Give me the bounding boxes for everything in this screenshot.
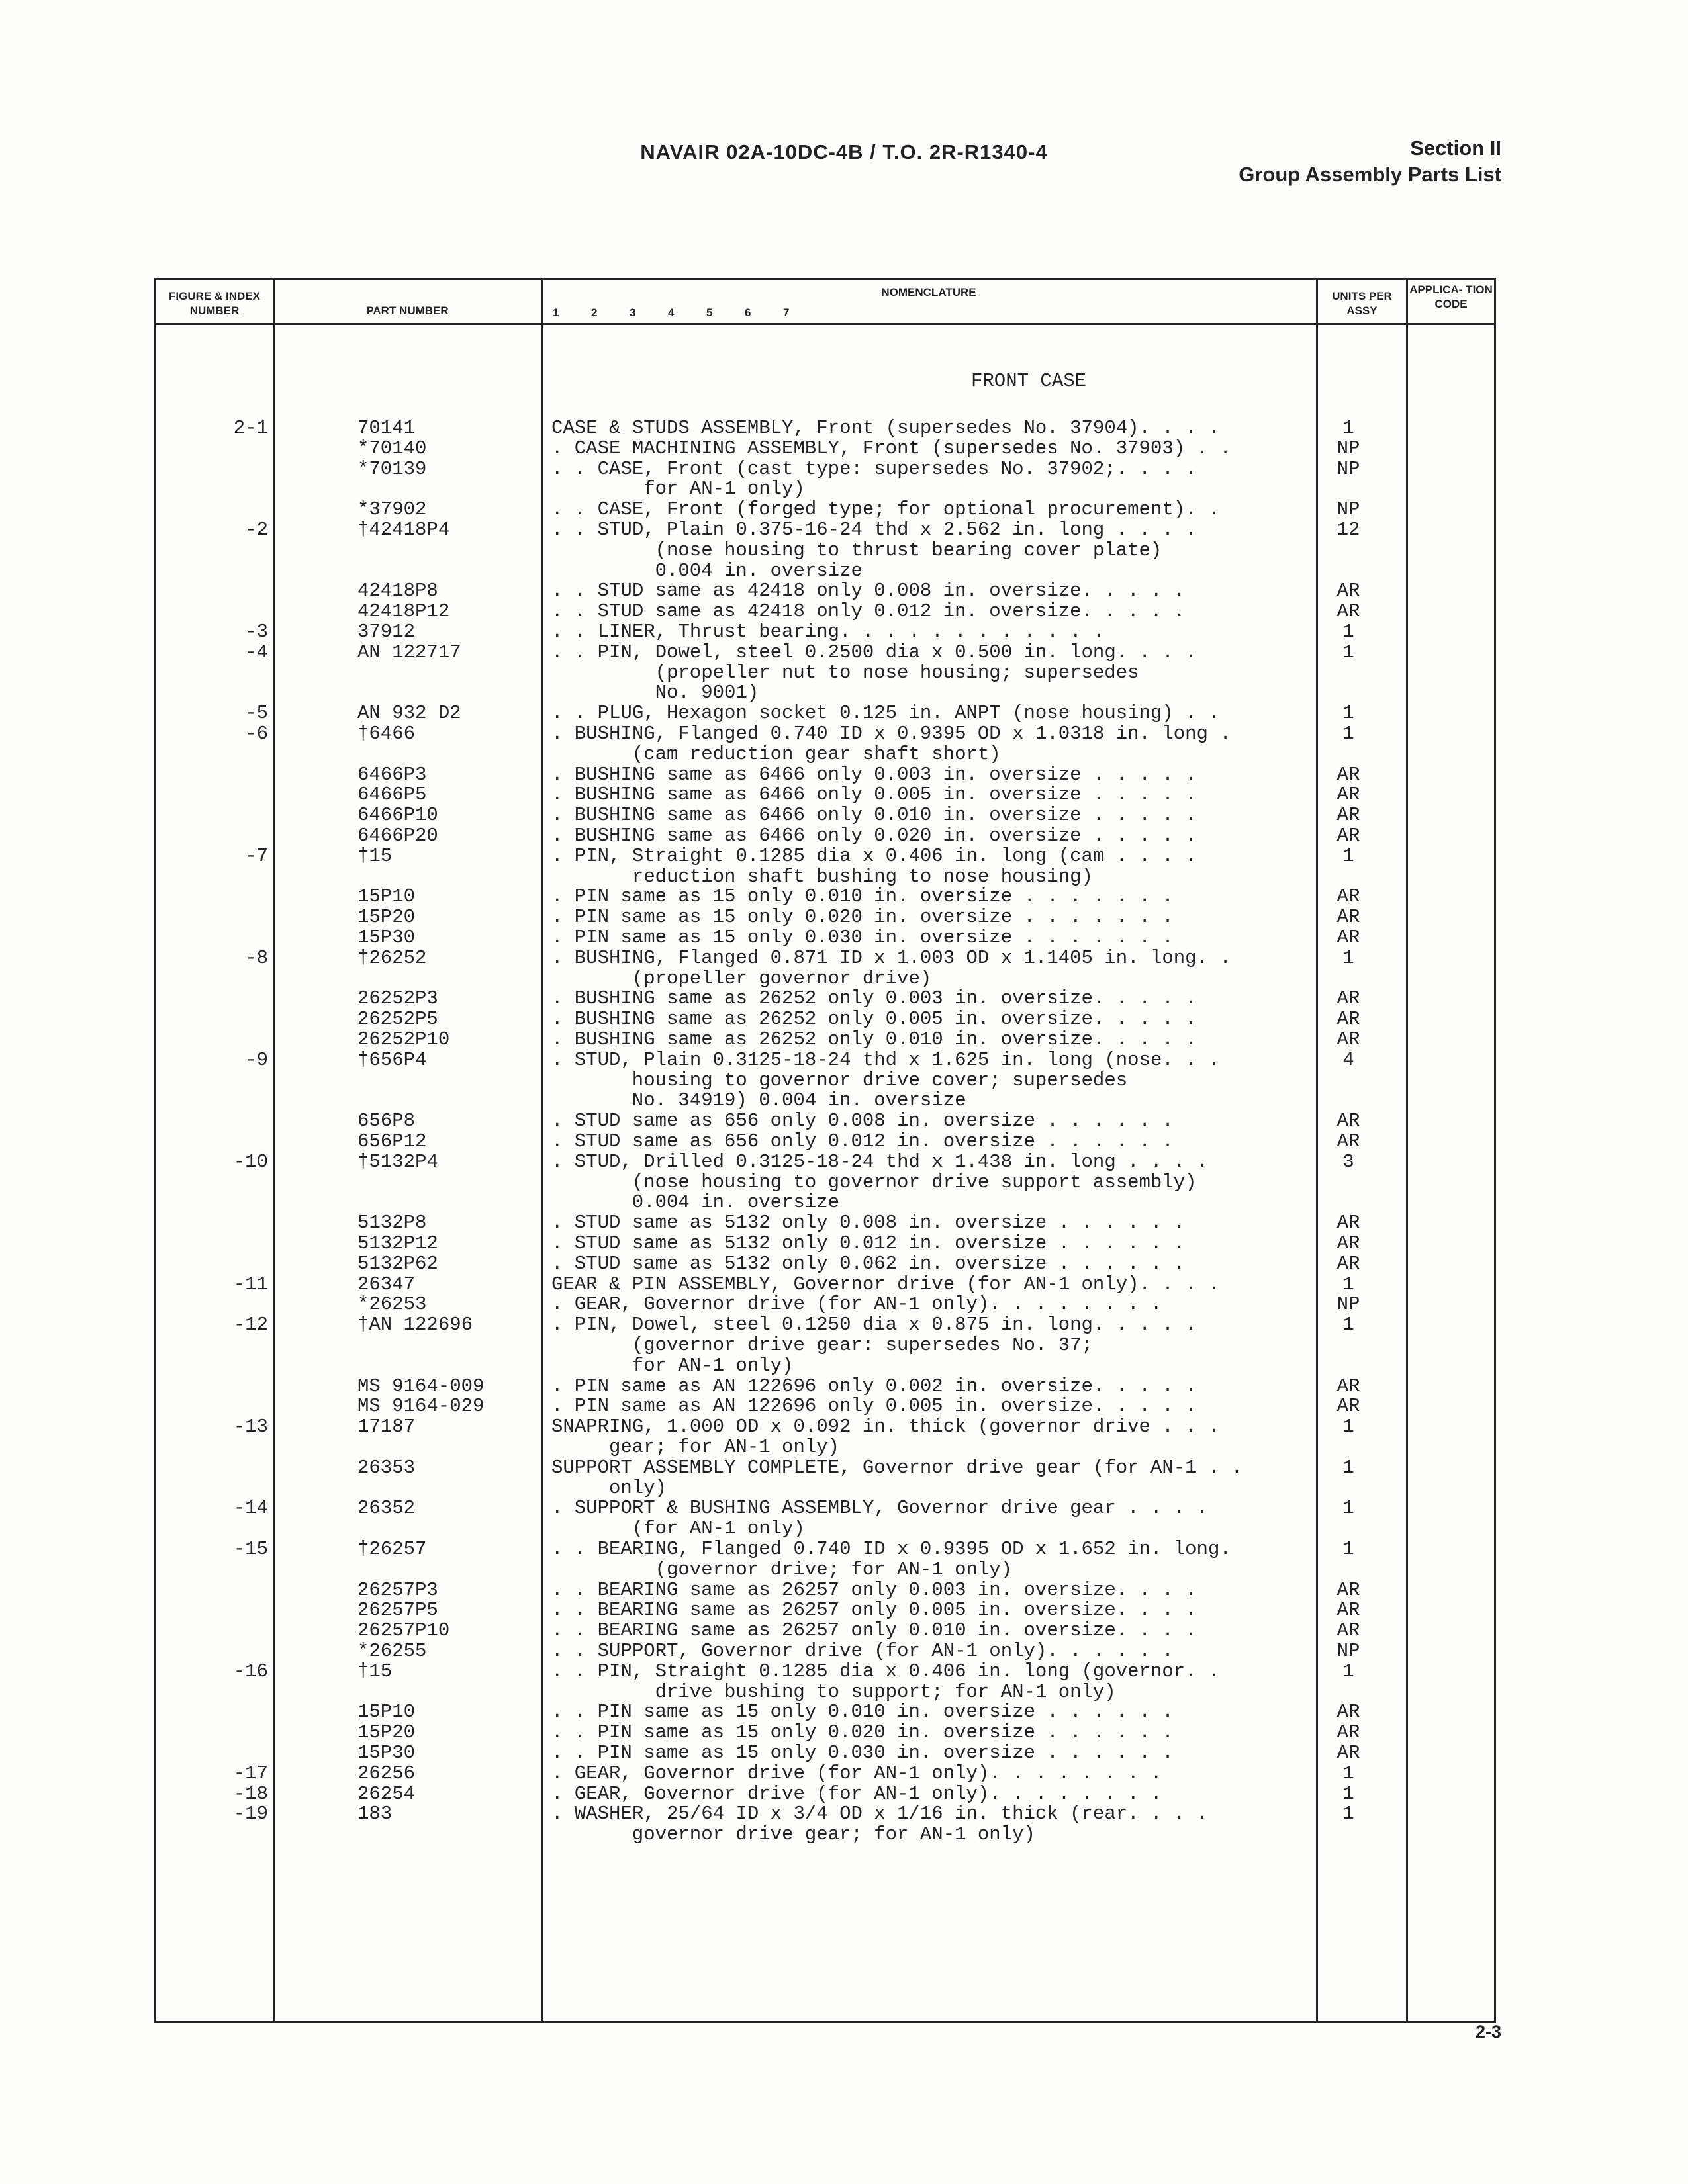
section-label: Section II (1410, 136, 1501, 159)
part-number: 26257P3 (357, 1578, 438, 1601)
part-number: *70140 (357, 437, 427, 459)
nomenclature: . PIN, Dowel, steel 0.1250 dia x 0.875 in. long. . . . . (551, 1314, 1197, 1336)
indent-level-number: 1 (553, 306, 559, 319)
part-number: 656P8 (357, 1110, 416, 1132)
figure-index: -11 (233, 1273, 268, 1295)
parts-list-table (154, 278, 1496, 2023)
part-number: †42418P4 (357, 519, 450, 541)
nomenclature: drive bushing to support; for AN-1 only) (655, 1680, 1116, 1703)
units-per-assy: AR (1336, 1742, 1360, 1764)
part-number: 37912 (357, 621, 416, 643)
table-row (156, 561, 1498, 581)
nomenclature: . . BEARING, Flanged 0.740 ID x 0.9395 OD x 1.652 in. long. (551, 1538, 1231, 1560)
units-per-assy: 1 (1342, 1538, 1354, 1560)
nomenclature: for AN-1 only) (632, 1354, 794, 1377)
table-row (156, 499, 1498, 520)
nomenclature: . STUD, Drilled 0.3125-18-24 thd x 1.438 in. long . . . . (551, 1150, 1208, 1173)
nomenclature: for AN-1 only) (643, 478, 805, 500)
table-row (156, 1090, 1498, 1111)
part-number: †6466 (357, 723, 416, 745)
part-number: 6466P3 (357, 763, 427, 786)
nomenclature: . . BEARING same as 26257 only 0.005 in. oversize. . . . (551, 1599, 1197, 1621)
table-row (156, 459, 1498, 479)
table-row (156, 703, 1498, 723)
units-per-assy: AR (1336, 600, 1360, 623)
figure-index: -14 (233, 1497, 268, 1520)
part-number: MS 9164-009 (357, 1375, 485, 1397)
figure-index: -5 (245, 702, 268, 725)
nomenclature: only) (609, 1477, 667, 1499)
section-title: FRONT CASE (971, 370, 1087, 392)
units-per-assy: 1 (1342, 621, 1354, 643)
table-row (156, 866, 1498, 887)
units-per-assy: AR (1336, 580, 1360, 602)
table-row (156, 1580, 1498, 1600)
table-row (156, 1212, 1498, 1233)
units-per-assy: 1 (1342, 417, 1354, 439)
figure-index: -9 (245, 1048, 268, 1071)
units-per-assy: AR (1336, 1008, 1360, 1030)
nomenclature: . STUD same as 5132 only 0.012 in. oversize . . . . . . (551, 1232, 1186, 1254)
figure-index: -2 (245, 519, 268, 541)
table-row (156, 764, 1498, 785)
part-number: AN 122717 (357, 641, 461, 663)
table-row (156, 478, 1498, 499)
units-per-assy: AR (1336, 1578, 1360, 1601)
indent-level-number: 5 (706, 306, 713, 319)
nomenclature: CASE & STUDS ASSEMBLY, Front (supersedes No. 37904). . . . (551, 417, 1220, 439)
figure-index: -4 (245, 641, 268, 663)
table-row (156, 846, 1498, 866)
units-per-assy: 1 (1342, 844, 1354, 867)
part-number: 26252P3 (357, 987, 438, 1010)
table-row (156, 1722, 1498, 1743)
nomenclature: . . PLUG, Hexagon socket 0.125 in. ANPT (nose housing) . . (551, 702, 1220, 725)
indent-level-number: 6 (745, 306, 751, 319)
units-per-assy: AR (1336, 1375, 1360, 1397)
table-row (156, 1784, 1498, 1804)
nomenclature: . BUSHING same as 6466 only 0.003 in. oversize . . . . . (551, 763, 1197, 786)
table-row (156, 1600, 1498, 1620)
figure-index: -16 (233, 1660, 268, 1682)
table-row (156, 1376, 1498, 1396)
part-number: 15P10 (357, 1701, 416, 1723)
nomenclature: . . STUD, Plain 0.375-16-24 thd x 2.562 in. long . . . . (551, 519, 1197, 541)
units-per-assy: 1 (1342, 702, 1354, 725)
part-number: 6466P20 (357, 825, 438, 846)
units-per-assy: AR (1336, 886, 1360, 908)
units-per-assy: AR (1336, 906, 1360, 929)
indent-level-number: 2 (591, 306, 598, 319)
nomenclature: GEAR & PIN ASSEMBLY, Governor drive (for AN-1 only). . . . (551, 1273, 1220, 1295)
nomenclature: . . CASE, Front (forged type; for optional procurement). . (551, 498, 1220, 521)
units-per-assy: 1 (1342, 1416, 1354, 1438)
table-row (156, 1314, 1498, 1335)
units-per-assy: NP (1336, 1640, 1360, 1662)
table-row (156, 520, 1498, 540)
part-number: 42418P12 (357, 600, 450, 623)
table-row (156, 662, 1498, 683)
table-row (156, 1661, 1498, 1682)
part-number: 17187 (357, 1416, 416, 1438)
units-per-assy: AR (1336, 804, 1360, 827)
nomenclature: . BUSHING same as 6466 only 0.005 in. oversize . . . . . (551, 784, 1197, 806)
indent-level-number: 3 (630, 306, 636, 319)
table-row (156, 1498, 1498, 1518)
nomenclature: . . SUPPORT, Governor drive (for AN-1 only). . . . . . (551, 1640, 1174, 1662)
nomenclature: . BUSHING same as 26252 only 0.010 in. oversize. . . . . (551, 1028, 1197, 1050)
table-row (156, 1559, 1498, 1580)
part-number: 5132P12 (357, 1232, 438, 1254)
units-per-assy: 1 (1342, 1660, 1354, 1682)
units-per-assy: AR (1336, 987, 1360, 1010)
units-per-assy: AR (1336, 1599, 1360, 1621)
table-row (156, 1682, 1498, 1702)
table-row (156, 1192, 1498, 1212)
figure-index: 2-1 (233, 417, 268, 439)
nomenclature: . . PIN same as 15 only 0.030 in. oversize . . . . . . (551, 1742, 1174, 1764)
part-number: †AN 122696 (357, 1314, 473, 1336)
nomenclature: . . STUD same as 42418 only 0.008 in. oversize. . . . . (551, 580, 1186, 602)
part-number: 5132P8 (357, 1212, 427, 1234)
nomenclature: housing to governor drive cover; supersedes (632, 1069, 1128, 1091)
nomenclature: reduction shaft bushing to nose housing) (632, 865, 1093, 887)
table-row (156, 1763, 1498, 1784)
units-per-assy: 1 (1342, 641, 1354, 663)
nomenclature: . WASHER, 25/64 ID x 3/4 OD x 1/16 in. thick (rear. . . . (551, 1803, 1208, 1825)
document-number: NAVAIR 02A-10DC-4B / T.O. 2R-R1340-4 (640, 140, 1048, 163)
header-application-code: APPLICA- TION CODE (1409, 283, 1493, 310)
table-row (156, 1457, 1498, 1478)
nomenclature: . STUD same as 656 only 0.008 in. oversize . . . . . . (551, 1110, 1174, 1132)
table-row (156, 601, 1498, 621)
units-per-assy: 1 (1342, 723, 1354, 745)
nomenclature: . BUSHING same as 6466 only 0.010 in. oversize . . . . . (551, 804, 1197, 827)
nomenclature: . PIN same as AN 122696 only 0.002 in. oversize. . . . . (551, 1375, 1197, 1397)
table-row (156, 418, 1498, 438)
table-row (156, 1396, 1498, 1416)
units-per-assy: 3 (1342, 1150, 1354, 1173)
part-number: †26252 (357, 946, 427, 969)
nomenclature: (nose housing to thrust bearing cover plate) (655, 539, 1162, 561)
table-row (156, 1009, 1498, 1029)
units-per-assy: AR (1336, 825, 1360, 846)
header-divider (156, 323, 1494, 325)
table-row (156, 642, 1498, 662)
table-row (156, 886, 1498, 907)
part-number: 26257P10 (357, 1619, 450, 1642)
units-per-assy: AR (1336, 1110, 1360, 1132)
nomenclature: . BUSHING, Flanged 0.871 ID x 1.003 OD x 1.1405 in. long. . (551, 946, 1231, 969)
table-row (156, 744, 1498, 764)
nomenclature: . . BEARING same as 26257 only 0.003 in. oversize. . . . (551, 1578, 1197, 1601)
table-row (156, 1233, 1498, 1253)
indent-level-number: 7 (783, 306, 790, 319)
nomenclature: . . BEARING same as 26257 only 0.010 in. oversize. . . . (551, 1619, 1197, 1642)
figure-index: -13 (233, 1416, 268, 1438)
table-row (156, 621, 1498, 642)
nomenclature: (governor drive gear: supersedes No. 37; (632, 1334, 1093, 1356)
part-number: 70141 (357, 417, 416, 439)
part-number: 26352 (357, 1497, 416, 1520)
units-per-assy: 1 (1342, 1803, 1354, 1825)
nomenclature: . . PIN, Straight 0.1285 dia x 0.406 in. long (governor. . (551, 1660, 1220, 1682)
nomenclature: (governor drive; for AN-1 only) (655, 1558, 1013, 1580)
nomenclature: . STUD same as 5132 only 0.008 in. oversize . . . . . . (551, 1212, 1186, 1234)
table-row (156, 1355, 1498, 1376)
units-per-assy: AR (1336, 1619, 1360, 1642)
units-per-assy: NP (1336, 498, 1360, 521)
part-number: 26254 (357, 1782, 416, 1805)
units-per-assy: 1 (1342, 1456, 1354, 1479)
nomenclature: (nose housing to governor drive support assembly) (632, 1171, 1197, 1193)
part-number: *26255 (357, 1640, 427, 1662)
table-row (156, 1070, 1498, 1091)
nomenclature: . PIN same as 15 only 0.020 in. oversize . . . . . . . (551, 906, 1174, 929)
table-row (156, 825, 1498, 846)
table-row (156, 1641, 1498, 1661)
part-number: 15P20 (357, 906, 416, 929)
units-per-assy: NP (1336, 457, 1360, 480)
units-per-assy: AR (1336, 1130, 1360, 1152)
nomenclature: 0.004 in. oversize (632, 1191, 840, 1214)
nomenclature: . . CASE, Front (cast type: supersedes No. 37902;. . . . (551, 457, 1197, 480)
units-per-assy: 1 (1342, 1782, 1354, 1805)
units-per-assy: AR (1336, 927, 1360, 948)
figure-index: -18 (233, 1782, 268, 1805)
nomenclature: . STUD same as 656 only 0.012 in. oversize . . . . . . (551, 1130, 1174, 1152)
table-row (156, 988, 1498, 1009)
table-row (156, 1172, 1498, 1193)
table-row (156, 1152, 1498, 1172)
nomenclature: . SUPPORT & BUSHING ASSEMBLY, Governor drive gear . . . . (551, 1497, 1208, 1520)
table-row (156, 1050, 1498, 1070)
nomenclature: . CASE MACHINING ASSEMBLY, Front (supersedes No. 37903) . . (551, 437, 1231, 459)
nomenclature: No. 34919) 0.004 in. oversize (632, 1089, 966, 1112)
nomenclature: (cam reduction gear shaft short) (632, 743, 1001, 765)
units-per-assy: AR (1336, 1701, 1360, 1723)
nomenclature: . BUSHING same as 26252 only 0.003 in. oversize. . . . . (551, 987, 1197, 1010)
page-number: 2-3 (1475, 2022, 1501, 2042)
header-figure-index: FIGURE & INDEX NUMBER (169, 290, 260, 317)
nomenclature: (for AN-1 only) (632, 1518, 805, 1540)
part-number: †656P4 (357, 1048, 427, 1071)
part-number: *37902 (357, 498, 427, 521)
part-number: 6466P10 (357, 804, 438, 827)
header-nomenclature: NOMENCLATURE (881, 286, 976, 298)
nomenclature: (propeller nut to nose housing; supersedes (655, 661, 1139, 684)
nomenclature: 0.004 in. oversize (655, 559, 863, 582)
part-number: *70139 (357, 457, 427, 480)
table-row (156, 1111, 1498, 1131)
part-number: †15 (357, 1660, 393, 1682)
table-row (156, 1620, 1498, 1641)
nomenclature: . STUD same as 5132 only 0.062 in. oversize . . . . . . (551, 1252, 1186, 1275)
nomenclature: . . PIN same as 15 only 0.010 in. oversize . . . . . . (551, 1701, 1174, 1723)
figure-index: -12 (233, 1314, 268, 1336)
nomenclature: . BUSHING, Flanged 0.740 ID x 0.9395 OD x 1.0318 in. long . (551, 723, 1231, 745)
figure-index: -10 (233, 1150, 268, 1173)
section-subtitle: Group Assembly Parts List (1239, 163, 1501, 186)
table-row (156, 907, 1498, 927)
nomenclature: . . STUD same as 42418 only 0.012 in. oversize. . . . . (551, 600, 1186, 623)
part-number: MS 9164-029 (357, 1395, 485, 1418)
units-per-assy: NP (1336, 437, 1360, 459)
table-row (156, 1824, 1498, 1844)
section-heading (1239, 135, 1501, 188)
table-row (156, 1335, 1498, 1355)
table-row (156, 1274, 1498, 1295)
part-number: 6466P5 (357, 784, 427, 806)
units-per-assy: 12 (1336, 519, 1360, 541)
part-number: 15P30 (357, 1742, 416, 1764)
nomenclature: . GEAR, Governor drive (for AN-1 only). . . . . . . . (551, 1762, 1162, 1784)
part-number: †26257 (357, 1538, 427, 1560)
table-row (156, 1478, 1498, 1498)
table-row (156, 968, 1498, 989)
part-number: 183 (357, 1803, 393, 1825)
figure-index: -3 (245, 621, 268, 643)
nomenclature: governor drive gear; for AN-1 only) (632, 1823, 1035, 1846)
part-number: 26257P5 (357, 1599, 438, 1621)
nomenclature: . GEAR, Governor drive (for AN-1 only). . . . . . . . (551, 1782, 1162, 1805)
table-row (156, 1294, 1498, 1314)
part-number: †15 (357, 844, 393, 867)
part-number: 26252P10 (357, 1028, 450, 1050)
units-per-assy: AR (1336, 1232, 1360, 1254)
part-number: 26256 (357, 1762, 416, 1784)
nomenclature: . PIN same as 15 only 0.010 in. oversize . . . . . . . (551, 886, 1174, 908)
part-number: 42418P8 (357, 580, 438, 602)
part-number: 15P30 (357, 927, 416, 948)
units-per-assy: 1 (1342, 1273, 1354, 1295)
table-row (156, 1437, 1498, 1457)
part-number: 26347 (357, 1273, 416, 1295)
table-row (156, 1131, 1498, 1152)
table-row (156, 1539, 1498, 1559)
figure-index: -15 (233, 1538, 268, 1560)
units-per-assy: AR (1336, 1212, 1360, 1234)
nomenclature: SUPPORT ASSEMBLY COMPLETE, Governor drive gear (for AN-1 . . (551, 1456, 1243, 1479)
indent-level-numbers (553, 306, 821, 320)
header-part-number: PART NUMBER (366, 304, 449, 317)
figure-index: -7 (245, 844, 268, 867)
units-per-assy: AR (1336, 1721, 1360, 1744)
table-row (156, 540, 1498, 561)
nomenclature: . . PIN, Dowel, steel 0.2500 dia x 0.500 in. long. . . . (551, 641, 1197, 663)
table-row (156, 784, 1498, 805)
part-number: 5132P62 (357, 1252, 438, 1275)
part-number: AN 932 D2 (357, 702, 461, 725)
nomenclature: . GEAR, Governor drive (for AN-1 only). . . . . . . . (551, 1293, 1162, 1316)
units-per-assy: 1 (1342, 1497, 1354, 1520)
table-row (156, 1029, 1498, 1050)
table-row (156, 682, 1498, 703)
nomenclature: (propeller governor drive) (632, 967, 932, 989)
units-per-assy: AR (1336, 763, 1360, 786)
table-row (156, 723, 1498, 744)
indent-level-number: 4 (668, 306, 675, 319)
units-per-assy: 4 (1342, 1048, 1354, 1071)
table-row (156, 1518, 1498, 1539)
table-row (156, 1253, 1498, 1274)
figure-index: -17 (233, 1762, 268, 1784)
units-per-assy: 1 (1342, 1314, 1354, 1336)
table-row (156, 1743, 1498, 1763)
nomenclature: . BUSHING same as 26252 only 0.005 in. oversize. . . . . (551, 1008, 1197, 1030)
table-row (156, 580, 1498, 601)
table-row (156, 438, 1498, 459)
units-per-assy: 1 (1342, 1762, 1354, 1784)
nomenclature: No. 9001) (655, 682, 759, 704)
table-row (156, 1803, 1498, 1824)
units-per-assy: AR (1336, 1395, 1360, 1418)
nomenclature: . PIN same as 15 only 0.030 in. oversize . . . . . . . (551, 927, 1174, 948)
part-number: 26252P5 (357, 1008, 438, 1030)
units-per-assy: AR (1336, 784, 1360, 806)
figure-index: -6 (245, 723, 268, 745)
figure-index: -8 (245, 946, 268, 969)
table-row (156, 948, 1498, 968)
units-per-assy: NP (1336, 1293, 1360, 1316)
part-number: 656P12 (357, 1130, 427, 1152)
header-units-per-assy: UNITS PER ASSY (1332, 290, 1392, 317)
nomenclature: . . PIN same as 15 only 0.020 in. oversize . . . . . . (551, 1721, 1174, 1744)
nomenclature: . . LINER, Thrust bearing. . . . . . . . . . . . (551, 621, 1105, 643)
figure-index: -19 (233, 1803, 268, 1825)
nomenclature: . PIN, Straight 0.1285 dia x 0.406 in. long (cam . . . . (551, 844, 1197, 867)
units-per-assy: 1 (1342, 946, 1354, 969)
table-row (156, 1416, 1498, 1437)
table-row (156, 805, 1498, 825)
part-number: *26253 (357, 1293, 427, 1316)
nomenclature: . PIN same as AN 122696 only 0.005 in. oversize. . . . . (551, 1395, 1197, 1418)
part-number: 26353 (357, 1456, 416, 1479)
nomenclature: SNAPRING, 1.000 OD x 0.092 in. thick (governor drive . . . (551, 1416, 1220, 1438)
table-row (156, 927, 1498, 948)
nomenclature: . STUD, Plain 0.3125-18-24 thd x 1.625 in. long (nose. . . (551, 1048, 1220, 1071)
nomenclature: . BUSHING same as 6466 only 0.020 in. oversize . . . . . (551, 825, 1197, 846)
nomenclature: gear; for AN-1 only) (609, 1436, 840, 1458)
units-per-assy: AR (1336, 1028, 1360, 1050)
part-number: 15P10 (357, 886, 416, 908)
units-per-assy: AR (1336, 1252, 1360, 1275)
table-row (156, 1702, 1498, 1722)
part-number: †5132P4 (357, 1150, 438, 1173)
part-number: 15P20 (357, 1721, 416, 1744)
